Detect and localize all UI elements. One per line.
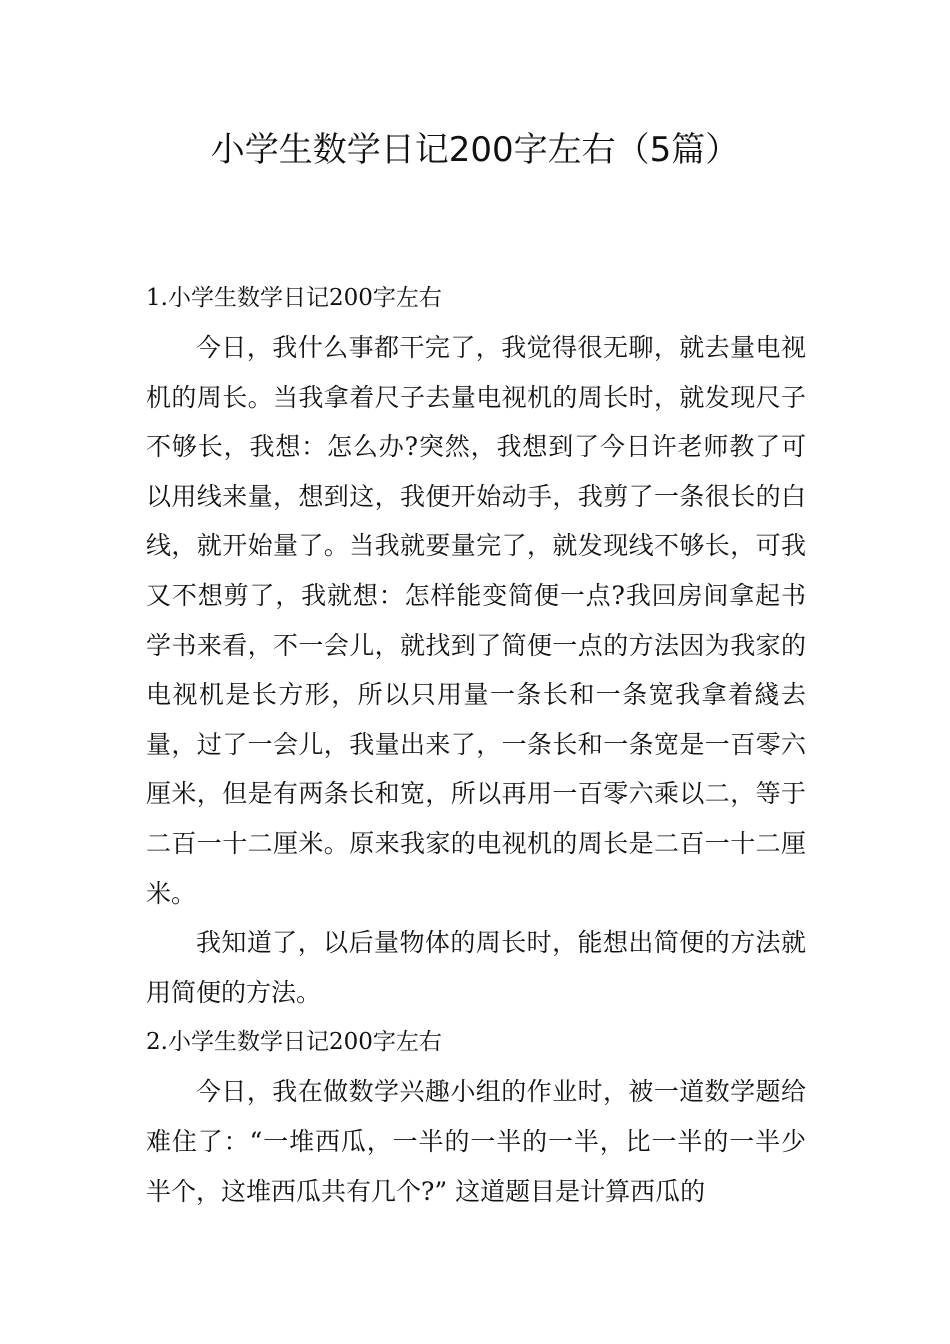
section-1-heading: 1.小学生数学日记200字左右: [146, 285, 442, 311]
section-1-paragraph-1: 今日，我什么事都干完了，我觉得很无聊，就去量电视机的周长。当我拿着尺子去量电视机的周长时，就发现尺子不够长，我想：怎么办?突然，我想到了今日许老师教了可以用线来量，想到这，我便开始动手，我剪了一条很长的白线，就开始量了。当我就要量完了，就发现线不够长，可我又不想剪了，我就想：怎样能变简便一点?我回房间拿起书学书来看，不一会儿，就找到了简便一点的方法因为我家的电视机是长方形，所以只用量一条长和一条宽我拿着綫去量，过了一会儿，我量出来了，一条长和一条宽是一百零六厘米，但是有两条长和宽，所以再用一百零六乘以二，等于二百一十二厘米。原来我家的电视机的周长是二百一十二厘米。: [146, 333, 806, 908]
section-2-heading: 2.小学生数学日记200字左右: [146, 1029, 442, 1056]
document-title: 小学生数学日记200字左右（5篇）: [210, 130, 740, 170]
section-2-paragraph-1: 今日，我在做数学兴趣小组的作业时，被一道数学题给难住了：“一堆西瓜，一半的一半的一半，比一半的一半少半个，这堆西瓜共有几个?” 这道题目是计算西瓜的: [146, 1077, 806, 1206]
section-1-paragraph-2: 我知道了，以后量物体的周长时，能想出简便的方法就用简便的方法。: [146, 928, 806, 1007]
document-body: [146, 273, 806, 1216]
